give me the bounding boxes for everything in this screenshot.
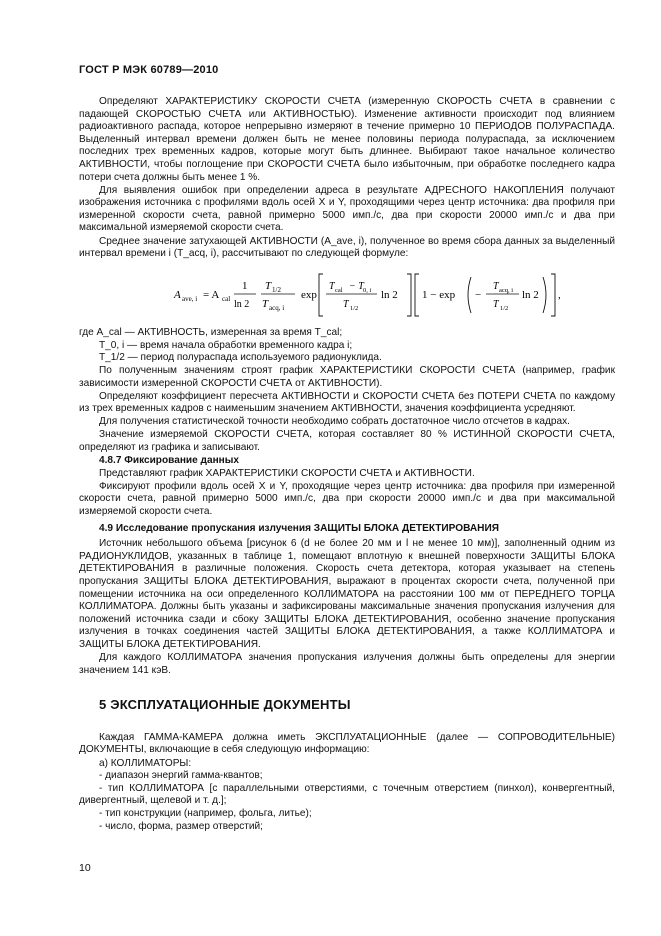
paragraph: Среднее значение затухающей АКТИВНОСТИ (A_ave, i), полученное во время сбора данных за выделенный интервал времени i (T_acq, i), рассчитывают по следующей формуле: bbox=[79, 235, 615, 260]
paragraph: Представляют график ХАРАКТЕРИСТИКИ СКОРОСТИ СЧЕТА и АКТИВНОСТИ. bbox=[99, 467, 475, 479]
paragraph: Значение измеряемой СКОРОСТИ СЧЕТА, которая составляет 80 % ИСТИННОЙ СКОРОСТИ СЧЕТА, определяют из графика и записывают. bbox=[79, 429, 615, 454]
formula-t12: T bbox=[265, 280, 272, 293]
formula-tacq-num-sub: acq, i bbox=[499, 287, 514, 295]
document-header: ГОСТ Р МЭК 60789—2010 bbox=[79, 64, 219, 76]
formula-t12-den2-sub: 1/2 bbox=[500, 305, 509, 313]
formula-one-minus-exp: 1 − exp bbox=[422, 289, 456, 302]
paragraph: Каждая ГАММА-КАМЕРА должна иметь ЭКСПЛУАТАЦИОННЫЕ (далее — СОПРОВОДИТЕЛЬНЫЕ) ДОКУМЕНТЫ, включающие в себя следующую информацию: bbox=[79, 731, 615, 756]
formula-eq: = A bbox=[203, 289, 220, 302]
formula-exp: exp bbox=[301, 289, 317, 302]
formula-tcal-sub: cal bbox=[335, 287, 343, 295]
paragraph: По полученным значениям строят график ХАРАКТЕРИСТИКИ СКОРОСТИ СЧЕТА (например, график зависимости измеренной СКОРОСТИ СЧЕТА от АКТИВНОСТИ). bbox=[79, 365, 615, 389]
formula-neg: − bbox=[475, 289, 482, 302]
formula-ln2: ln 2 bbox=[234, 299, 250, 311]
formula-ln2b: ln 2 bbox=[381, 289, 398, 302]
list-item: - тип конструкции (например, фольга, литье); bbox=[99, 807, 312, 819]
chapter-heading: 5 ЭКСПЛУАТАЦИОННЫЕ ДОКУМЕНТЫ bbox=[99, 697, 351, 713]
formula-t12-den: T bbox=[343, 299, 349, 311]
subsection-heading: 4.8.7 Фиксирование данных bbox=[99, 455, 239, 467]
definition-row: T_0, i — время начала обработки временного кадра i; bbox=[99, 339, 353, 351]
list-item: а) КОЛЛИМАТОРЫ: bbox=[99, 757, 192, 769]
formula-t12-den-sub: 1/2 bbox=[350, 305, 359, 313]
formula-lhs: A bbox=[174, 289, 181, 302]
paragraph: Для получения статистической точности необходимо собрать достаточное число отсчетов в кадрах. bbox=[99, 416, 570, 428]
paragraph: Определяют ХАРАКТЕРИСТИКУ СКОРОСТИ СЧЕТА (измеренную СКОРОСТЬ СЧЕТА в сравнении с падающей СКОРОСТЬЮ СЧЕТА или АКТИВНОСТЬЮ). Изменение активности происходит под влиянием радиоактивного распада, которое непрерывно измеряют в течение примерно 10 ПЕРИОДОВ ПОЛУРАСПАДА. Выделенный интервал времени должен быть не менее половины периода полураспада, за исключением последних трех временных кадров, которые могут быть длиннее. Выбирают такое начальное количество АКТИВНОСТИ, чтобы поглощение при СКОРОСТИ СЧЕТА было избыточным, при обработке последнего кадра потери счета должны быть менее 1 %. bbox=[79, 96, 615, 183]
formula-t12-sub: 1/2 bbox=[272, 286, 281, 295]
definitions bbox=[79, 327, 615, 365]
paragraph: Фиксируют профили вдоль осей X и Y, проходящие через центр источника: два профиля при измеренной скорости счета, равной примерно 5000 имп./с, два при скорости 20000 имп./с и два при максимальной измеряемой скорости счета. bbox=[79, 480, 615, 518]
formula-minus-t0: − T bbox=[349, 281, 364, 293]
formula-lhs-sub: ave, i bbox=[182, 295, 198, 304]
formula-one: 1 bbox=[242, 280, 248, 293]
formula-tacq-num: T bbox=[493, 281, 499, 293]
formula-tacq: T bbox=[262, 298, 269, 311]
definition-row: где A_cal — АКТИВНОСТЬ, измеренная за время T_cal; bbox=[79, 327, 343, 339]
paragraph: Определяют коэффициент пересчета АКТИВНОСТИ и СКОРОСТИ СЧЕТА без ПОТЕРИ СЧЕТА по каждому из трех временных кадров с наименьшим значением АКТИВНОСТИ, значения коэффициента усредняют. bbox=[79, 390, 615, 415]
list-item: - тип КОЛЛИМАТОРА [с параллельными отверстиями, с точечным отверстием (пинхол), конвергентный, дивергентный, щелевой и т. д.]; bbox=[79, 782, 615, 807]
formula-tacq-sub: acq, i bbox=[269, 304, 285, 313]
list-item: - число, форма, размер отверстий; bbox=[99, 820, 263, 832]
paragraph: Для каждого КОЛЛИМАТОРА значения пропускания излучения должны быть определены для энергии значением 141 кэВ. bbox=[79, 652, 615, 676]
formula-cal-sub: cal bbox=[222, 295, 231, 304]
paragraph: Источник небольшого объема [рисунок 6 (d не более 20 мм и l не менее 10 мм)], заполненный одним из РАДИОНУКЛИДОВ, указанных в таблице 1, помещают вплотную к внешней поверхности ЗАЩИТЫ БЛОКА ДЕТЕКТИРОВАНИЯ в различные положения. Скорость счета детектора, которая указывает на степень пропускания ЗАЩИТЫ БЛОКА ДЕТЕКТИРОВАНИЯ, выражают в процентах скорости счета, полученной при помещении источника на оси определенного КОЛЛИМАТОРА на расстоянии 100 мм от ПЕРЕДНЕГО ТОРЦА КОЛЛИМАТОРА. Должны быть указаны и зафиксированы максимальные значения пропускания излучения для положений источника сзади и сбоку ЗАЩИТЫ БЛОКА ДЕТЕКТИРОВАНИЯ, особенно значение пропускания излучения в точках соединения частей ЗАЩИТЫ БЛОКА ДЕТЕКТИРОВАНИЯ, а также КОЛЛИМАТОРА и ЗАЩИТЫ БЛОКА ДЕТЕКТИРОВАНИЯ. bbox=[79, 538, 615, 650]
formula-t0-sub: 0, i bbox=[363, 287, 372, 295]
formula-end: , bbox=[558, 289, 561, 302]
document-body bbox=[79, 96, 615, 833]
requirements-list bbox=[79, 758, 615, 834]
formula-tcal: T bbox=[329, 281, 335, 293]
formula-tail: ln 2 bbox=[522, 289, 539, 302]
formula-graphic bbox=[79, 261, 615, 327]
list-item: - диапазон энергий гамма-квантов; bbox=[99, 770, 263, 782]
decay-formula bbox=[79, 261, 615, 327]
definition-row: T_1/2 — период полураспада используемого радионуклида. bbox=[99, 352, 382, 364]
formula-t12-den2: T bbox=[493, 299, 499, 311]
section-heading: 4.9 Исследование пропускания излучения ЗАЩИТЫ БЛОКА ДЕТЕКТИРОВАНИЯ bbox=[99, 522, 499, 534]
page-number: 10 bbox=[79, 862, 91, 874]
paragraph: Для выявления ошибок при определении адреса в результате АДРЕСНОГО НАКОПЛЕНИЯ получают изображения источника с профилями вдоль осей X и Y, проходящими через центр источника: два профиля при измеренной скорости счета, равной примерно 5000 имп./с, два при скорости 20000 имп./с и два при максимальной измеряемой скорости счета. bbox=[79, 184, 615, 234]
